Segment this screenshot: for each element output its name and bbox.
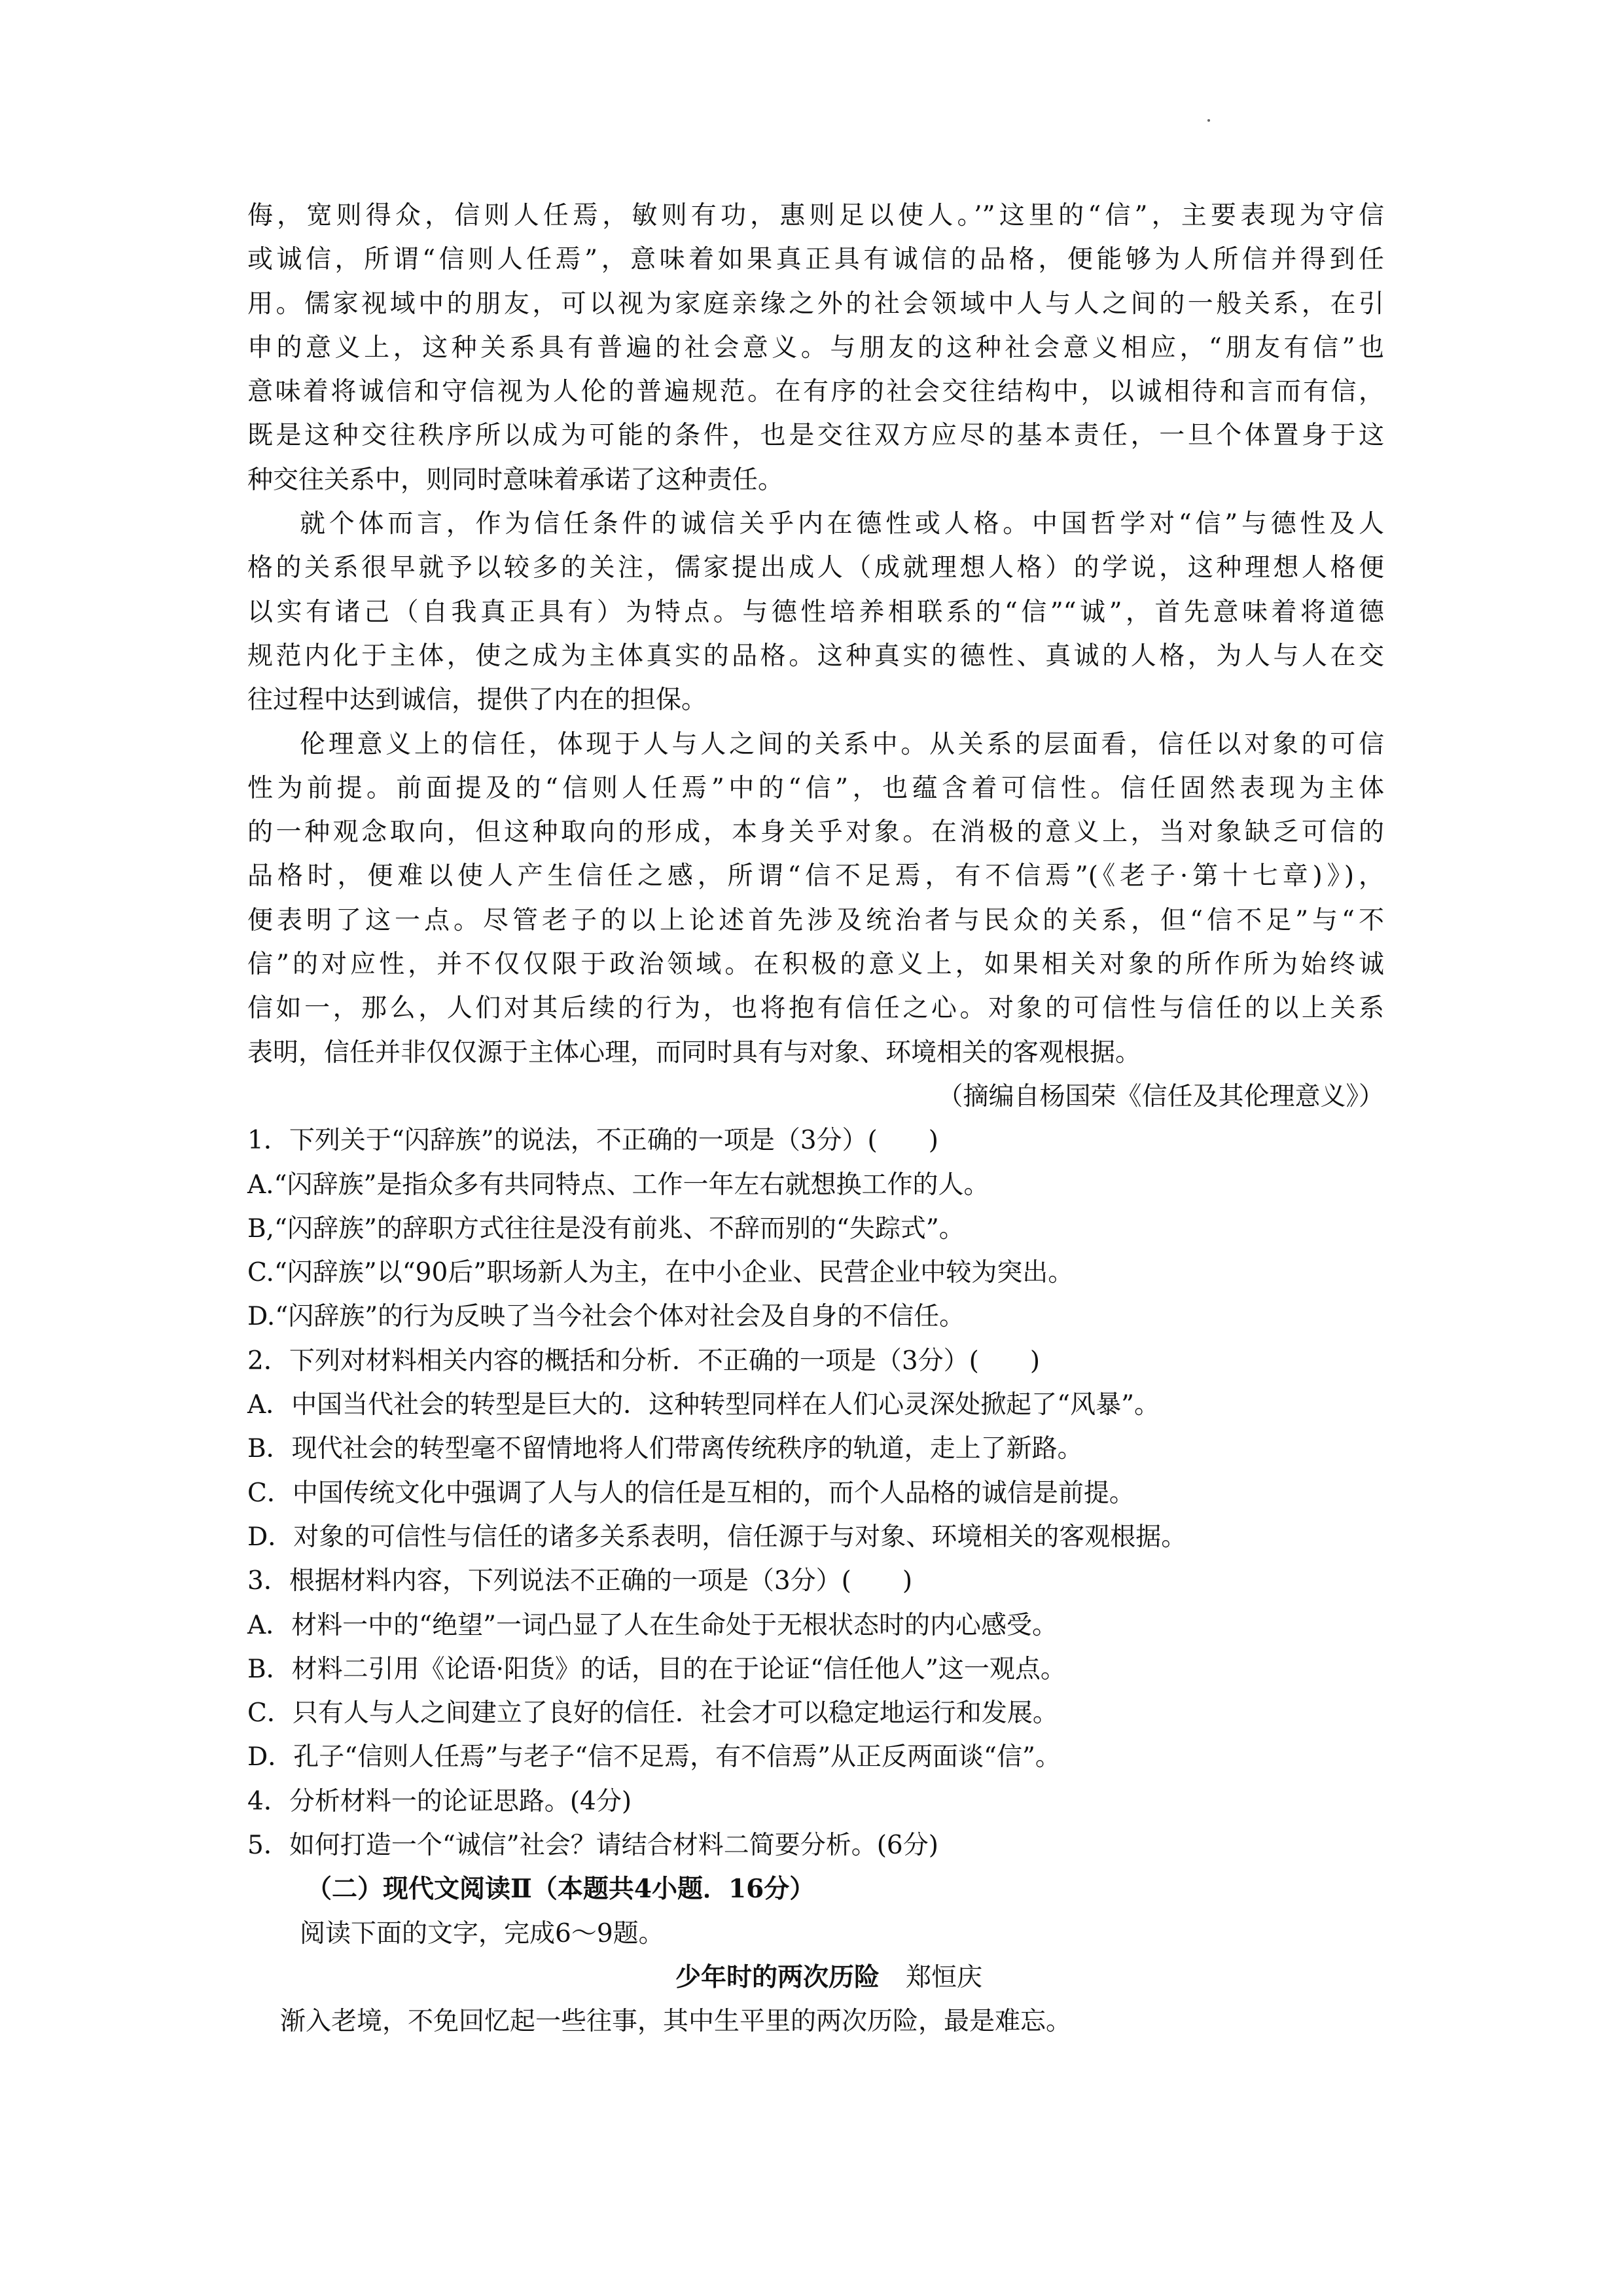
passage-line: 往过程中达到诚信，提供了内在的担保。 — [247, 685, 707, 715]
passage-line: 意味着将诚信和守信视为人伦的普遍规范。在有序的社会交往结构中，以诚相待和言而有信， — [247, 377, 1384, 407]
passage-line: 用。儒家视域中的朋友，可以视为家庭亲缘之外的社会领域中人与人之间的一般关系，在引 — [247, 289, 1384, 319]
passage-line: 信如一，那么，人们对其后续的行为，也将抱有信任之心。对象的可信性与信任的以上关系 — [247, 994, 1384, 1024]
question-option: C．只有人与人之间建立了良好的信任．社会才可以稳定地运行和发展。 — [247, 1698, 1058, 1729]
story-author: 郑恒庆 — [906, 1962, 983, 1992]
story-title-line — [247, 1956, 1384, 2000]
question-option: A.“闪辞族”是指众多有共同特点、工作一年左右就想换工作的人。 — [247, 1170, 990, 1200]
question-stem: 4．分析材料一的论证思路。(4分) — [247, 1786, 632, 1816]
question-option: A．材料一中的“绝望”一词凸显了人在生命处于无根状态时的内心感受。 — [247, 1610, 1058, 1640]
question-option: A．中国当代社会的转型是巨大的．这种转型同样在人们心灵深处掀起了“风暴”。 — [247, 1390, 1160, 1420]
passage-line: 品格时，便难以使人产生信任之感，所谓“信不足焉，有不信焉”(《老子·第十七章)》)， — [247, 861, 1384, 891]
passage-line: 侮，宽则得众，信则人任焉，敏则有功，惠则足以使人。’”这里的“信”，主要表现为守信 — [247, 201, 1384, 230]
passage-line: 信”的对应性，并不仅仅限于政治领域。在积极的意义上，如果相关对象的所作所为始终诚 — [247, 950, 1384, 980]
passage-line: 的一种观念取向，但这种取向的形成，本身关乎对象。在消极的意义上，当对象缺乏可信的 — [247, 817, 1384, 848]
question-stem: 3．根据材料内容，下列说法不正确的一项是（3分）( ) — [247, 1566, 913, 1596]
story-title: 少年时的两次历险 — [675, 1962, 880, 1992]
question-option: C．中国传统文化中强调了人与人的信任是互相的，而个人品格的诚信是前提。 — [247, 1478, 1135, 1508]
question-option: B,“闪辞族”的辞职方式往往是没有前兆、不辞而别的“失踪式”。 — [247, 1213, 965, 1244]
passage-line: 格的关系很早就予以较多的关注，儒家提出成人（成就理想人格）的学说，这种理想人格便 — [247, 553, 1384, 583]
questions — [247, 1119, 1384, 1867]
passage-line: 伦理意义上的信任，体现于人与人之间的关系中。从关系的层面看，信任以对象的可信 — [300, 729, 1384, 759]
scan-dot — [1207, 119, 1210, 122]
question-option: C.“闪辞族”以“90后”职场新人为主，在中小企业、民营企业中较为突出。 — [247, 1258, 1074, 1288]
passage-line: 性为前提。前面提及的“信则人任焉”中的“信”，也蕴含着可信性。信任固然表现为主体 — [247, 773, 1384, 803]
question-stem: 2．下列对材料相关内容的概括和分析．不正确的一项是（3分）( ) — [247, 1346, 1041, 1376]
passage-line: 申的意义上，这种关系具有普遍的社会意义。与朋友的这种社会意义相应，“朋友有信”也 — [247, 332, 1384, 363]
passage-line: 表明，信任并非仅仅源于主体心理，而同时具有与对象、环境相关的客观根据。 — [247, 1037, 1141, 1067]
question-option: D.“闪辞族”的行为反映了当今社会个体对社会及自身的不信任。 — [247, 1302, 965, 1332]
question-option: B．材料二引用《论语·阳货》的话，目的在于论证“信任他人”这一观点。 — [247, 1654, 1066, 1684]
passage-line: 或诚信，所谓“信则人任焉”，意味着如果真正具有诚信的品格，便能够为人所信并得到任 — [247, 245, 1384, 275]
document-body — [247, 194, 1384, 2043]
question-option: B．现代社会的转型毫不留情地将人们带离传统秩序的轨道，走上了新路。 — [247, 1434, 1083, 1464]
passage-line: 便表明了这一点。尽管老子的以上论述首先涉及统治者与民众的关系，但“信不足”与“不 — [247, 905, 1384, 935]
passage — [247, 194, 1384, 1075]
passage-line: 规范内化于主体，使之成为主体真实的品格。这种真实的德性、真诚的人格，为人与人在交 — [247, 641, 1384, 671]
section-instruction: 阅读下面的文字，完成6～9题。 — [300, 1918, 664, 1948]
story-first-line: 渐入老境，不免回忆起一些往事，其中生平里的两次历险，最是难忘。 — [280, 2007, 1072, 2037]
section-heading: （二）现代文阅读Ⅱ（本题共4小题．16分） — [306, 1874, 815, 1905]
passage-line: 既是这种交往秩序所以成为可能的条件，也是交往双方应尽的基本责任，一旦个体置身于这 — [247, 421, 1384, 451]
citation: （摘编自杨国荣《信任及其伦理意义》） — [937, 1081, 1384, 1111]
question-option: D．对象的可信性与信任的诸多关系表明，信任源于与对象、环境相关的客观根据。 — [247, 1522, 1187, 1552]
passage-line: 种交往关系中，则同时意味着承诺了这种责任。 — [247, 465, 784, 495]
passage-line: 就个体而言，作为信任条件的诚信关乎内在德性或人格。中国哲学对“信”与德性及人 — [300, 509, 1384, 539]
question-option: D．孔子“信则人任焉”与老子“信不足焉，有不信焉”从正反两面谈“信”。 — [247, 1742, 1061, 1772]
question-stem: 5．如何打造一个“诚信”社会？请结合材料二简要分析。(6分) — [247, 1830, 938, 1860]
question-stem: 1．下列关于“闪辞族”的说法，不正确的一项是（3分）( ) — [247, 1126, 938, 1156]
passage-line: 以实有诸己（自我真正具有）为特点。与德性培养相联系的“信”“诚”，首先意味着将道德 — [247, 597, 1384, 627]
